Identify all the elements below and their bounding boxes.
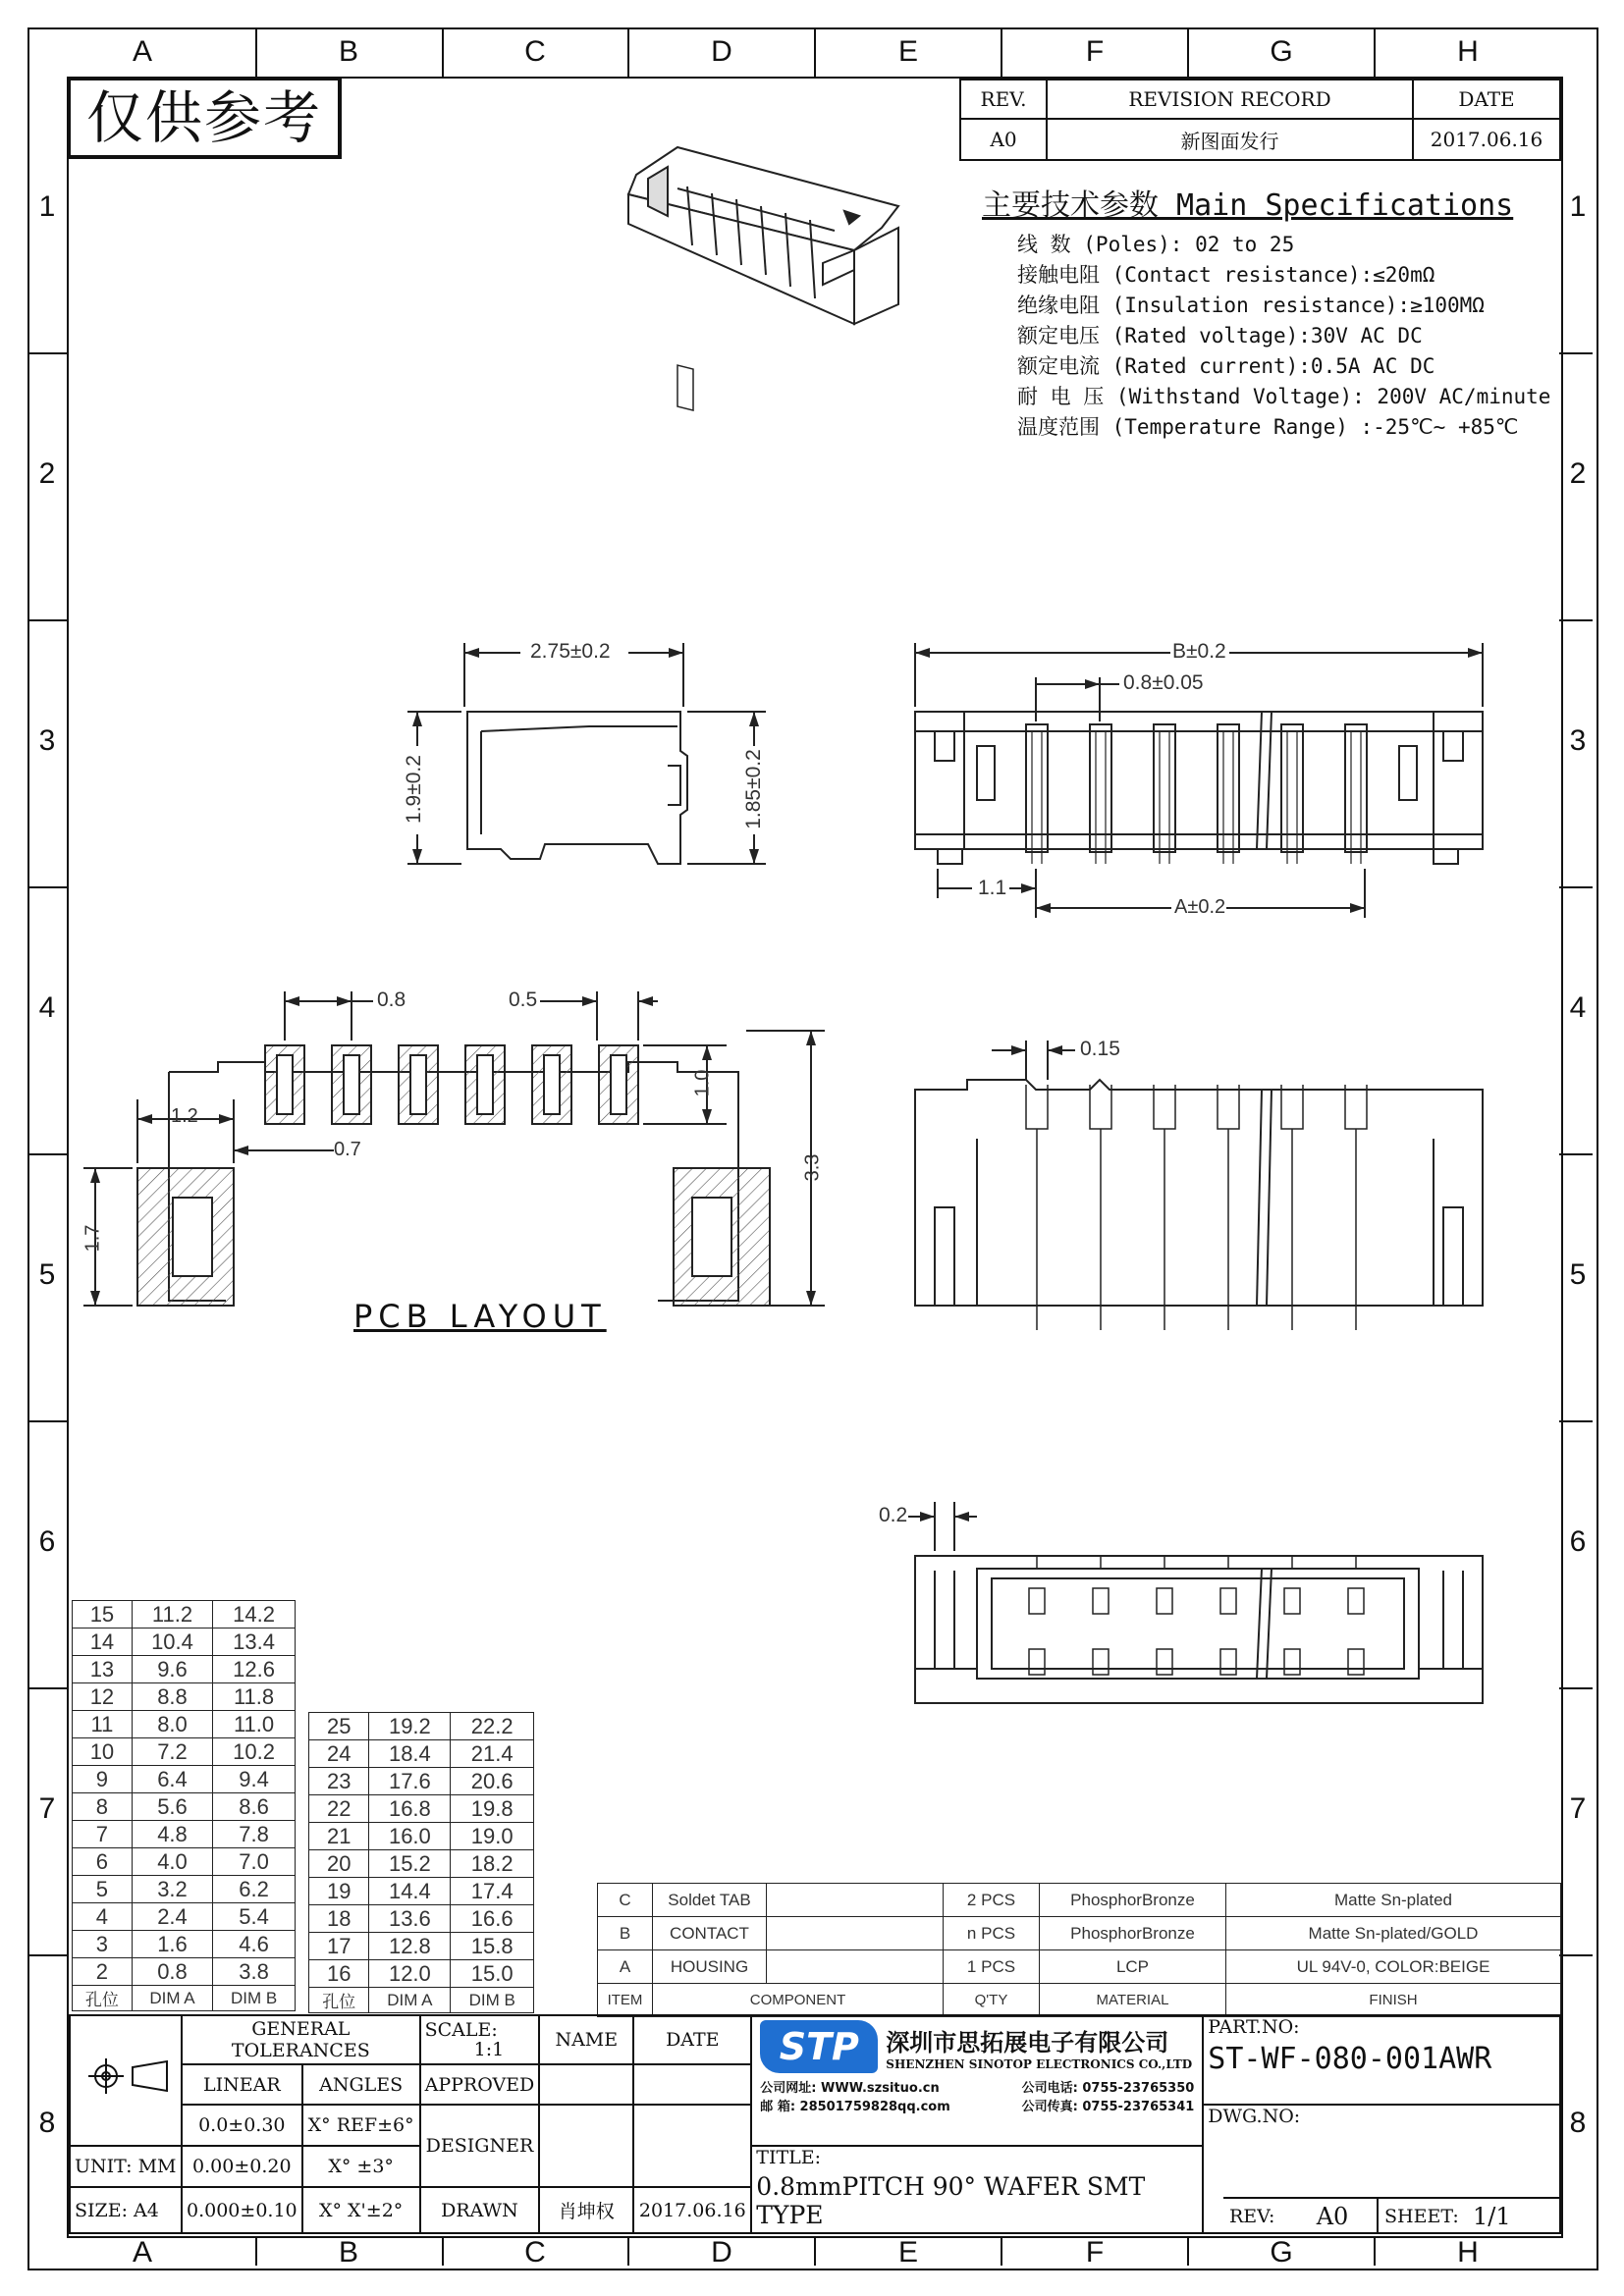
dim-left-dim-b: 6.2 — [213, 1876, 296, 1903]
dim-left-dim-a: 10.4 — [132, 1629, 212, 1656]
bom-finish: Matte Sn-plated — [1226, 1884, 1561, 1917]
tol-linear-3: 0.000±0.10 — [182, 2187, 302, 2233]
bom-header-item: ITEM — [598, 1984, 653, 2017]
zone-col-B: B — [338, 35, 358, 68]
bom-blank — [767, 1950, 944, 1984]
rev-value-bottom: A0 — [1288, 2199, 1379, 2234]
dim-right-dim-a: 12.0 — [369, 1960, 451, 1988]
dim-left-dim-b: 7.0 — [213, 1848, 296, 1876]
dim-right-row — [309, 1878, 534, 1905]
tol-linear-1: 0.0±0.30 — [182, 2105, 302, 2145]
title-label: TITLE: — [756, 2146, 822, 2168]
dim-left-dim-a: 9.6 — [132, 1656, 212, 1683]
zone-col-H-bottom: H — [1457, 2236, 1479, 2269]
date-header: DATE — [633, 2015, 751, 2064]
zone-row-7: 7 — [38, 1792, 56, 1825]
zone-row-6: 6 — [38, 1525, 56, 1558]
dim-right-row — [309, 1768, 534, 1795]
bom-header-material: MATERIAL — [1040, 1984, 1226, 2017]
dim-front-a: A±0.2 — [1174, 896, 1226, 918]
designer-name — [539, 2105, 633, 2187]
dim-right-row — [309, 1933, 534, 1960]
zone-col-C: C — [524, 35, 546, 68]
tol-angle-3: X° X'±2° — [302, 2187, 420, 2233]
dim-right-pos: 22 — [309, 1795, 369, 1823]
dim-left-dim-a: 4.0 — [132, 1848, 212, 1876]
bom-material: PhosphorBronze — [1040, 1917, 1226, 1950]
dim-right-row — [309, 1960, 534, 1988]
zone-col-A: A — [132, 35, 152, 68]
dim-left-pos: 14 — [73, 1629, 133, 1656]
dim-left-dim-b: 3.8 — [213, 1958, 296, 1986]
tol-angle-2: X° ±3° — [302, 2146, 420, 2187]
dim-right-dim-b: 18.2 — [451, 1850, 534, 1878]
part-no-value: ST-WF-080-001AWR — [1208, 2042, 1492, 2076]
dim-right-dim-a: 17.6 — [369, 1768, 451, 1795]
reference-only-stamp: 仅供参考 — [69, 79, 342, 159]
connector-3d-view — [628, 147, 898, 410]
zone-row-4-right: 4 — [1569, 991, 1587, 1024]
dim-left-row — [73, 1848, 296, 1876]
rev-record-value: 新图面发行 — [1047, 119, 1413, 160]
dwg-no-label: DWG.NO: — [1208, 2106, 1301, 2128]
dim-right-row — [309, 1905, 534, 1933]
dim-right-pos: 18 — [309, 1905, 369, 1933]
part-no-cell — [1203, 2015, 1560, 2105]
part-no-label: PART.NO: — [1208, 2016, 1300, 2038]
rev-header-date: DATE — [1413, 80, 1560, 119]
linear-label: LINEAR — [182, 2064, 302, 2105]
zone-col-E-bottom: E — [897, 2236, 918, 2269]
dim-top-pin-width: 0.15 — [1080, 1038, 1120, 1060]
bom-material: PhosphorBronze — [1040, 1884, 1226, 1917]
dim-left-pos: 5 — [73, 1876, 133, 1903]
dim-left-dim-a: 2.4 — [132, 1903, 212, 1931]
dim-left-row — [73, 1683, 296, 1711]
dim-right-dim-b: 22.2 — [451, 1713, 534, 1740]
dim-side-height-right: 1.85±0.2 — [742, 749, 765, 829]
dim-left-pos: 12 — [73, 1683, 133, 1711]
size-label: SIZE: — [75, 2199, 128, 2221]
dim-left-pos: 7 — [73, 1821, 133, 1848]
dim-left-dim-b: 10.2 — [213, 1738, 296, 1766]
dim-right-dim-a: 14.4 — [369, 1878, 451, 1905]
zone-row-5-right: 5 — [1569, 1258, 1587, 1291]
projection-cell — [70, 2015, 182, 2146]
zone-col-B-bottom: B — [338, 2236, 358, 2269]
dim-right-header-row — [309, 1988, 534, 2013]
sheet-value: 1/1 — [1473, 2203, 1511, 2230]
dim-left-pos: 6 — [73, 1848, 133, 1876]
company-name-cn: 深圳市思拓展电子有限公司 — [886, 2028, 1169, 2056]
dim-left-dim-b: 5.4 — [213, 1903, 296, 1931]
bom-finish: UL 94V-0, COLOR:BEIGE — [1226, 1950, 1561, 1984]
approved-date — [633, 2064, 751, 2105]
company-tel: 公司电话: 0755-23765350 — [1021, 2081, 1195, 2096]
zone-row-5: 5 — [38, 1258, 56, 1291]
drawing-title: 0.8mmPITCH 90° WAFER SMT TYPE — [756, 2171, 1146, 2229]
bom-row — [598, 1884, 1561, 1917]
dim-left-pos: 2 — [73, 1958, 133, 1986]
spec-poles: 线 数 (Poles): 02 to 25 — [1017, 233, 1295, 256]
dim-left-pos: 11 — [73, 1711, 133, 1738]
bom-component: Soldet TAB — [653, 1884, 767, 1917]
dim-right-dim-b: 17.4 — [451, 1878, 534, 1905]
dim-right-dim-a: 12.8 — [369, 1933, 451, 1960]
main-specifications — [982, 187, 1551, 443]
bom-row — [598, 1917, 1561, 1950]
dim-pcb-tab-gap: 0.7 — [334, 1139, 361, 1160]
dim-front-b: B±0.2 — [1172, 640, 1226, 663]
zone-col-F: F — [1085, 35, 1105, 68]
company-name-en: SHENZHEN SINOTOP ELECTRONICS CO.,LTD — [886, 2056, 1193, 2071]
dim-right-dim-b: 21.4 — [451, 1740, 534, 1768]
scale-value: 1:1 — [473, 2038, 505, 2060]
bom-table — [597, 1883, 1561, 2017]
name-header: NAME — [539, 2015, 633, 2064]
approved-name — [539, 2064, 633, 2105]
dim-left-row — [73, 1601, 296, 1629]
zone-row-8: 8 — [38, 2107, 56, 2139]
bom-component: CONTACT — [653, 1917, 767, 1950]
dim-right-dim-a: 15.2 — [369, 1850, 451, 1878]
dim-left-dim-b: 7.8 — [213, 1821, 296, 1848]
dim-right-dim-b: 16.6 — [451, 1905, 534, 1933]
dim-right-dim-a: 18.4 — [369, 1740, 451, 1768]
dim-left-header: DIM B — [213, 1986, 296, 2011]
dim-right-dim-b: 15.8 — [451, 1933, 534, 1960]
bom-header-qty: Q'TY — [944, 1984, 1040, 2017]
dim-left-row — [73, 1738, 296, 1766]
dim-left-header-row — [73, 1986, 296, 2011]
dim-right-pos: 21 — [309, 1823, 369, 1850]
spec-rated-voltage: 额定电压 (Rated voltage):30V AC DC — [1017, 324, 1423, 347]
dim-table-right — [308, 1712, 534, 2013]
rev-label: REV: — [1229, 2206, 1275, 2227]
zone-row-2: 2 — [38, 457, 56, 490]
dim-pcb-pitch: 0.8 — [377, 988, 406, 1011]
dim-right-dim-b: 19.8 — [451, 1795, 534, 1823]
dim-table-left — [72, 1600, 296, 2011]
dim-left-dim-b: 4.6 — [213, 1931, 296, 1958]
bom-header-finish: FINISH — [1226, 1984, 1561, 2017]
dim-right-pos: 23 — [309, 1768, 369, 1795]
dim-left-row — [73, 1629, 296, 1656]
dim-bottom-gap: 0.2 — [879, 1504, 908, 1526]
general-tolerances-label: GENERAL TOLERANCES — [182, 2015, 420, 2064]
tol-linear-2: 0.00±0.20 — [182, 2146, 302, 2187]
specs-title: 主要技术参数 Main Specifications — [982, 188, 1514, 223]
angles-label: ANGLES — [302, 2064, 420, 2105]
dim-left-dim-a: 8.0 — [132, 1711, 212, 1738]
bottom-view — [908, 1502, 1483, 1703]
company-logo: STP — [760, 2020, 878, 2073]
zone-row-8-right: 8 — [1569, 2107, 1587, 2139]
zone-row-7-right: 7 — [1569, 1792, 1587, 1825]
dim-left-row — [73, 1793, 296, 1821]
bom-qty: 1 PCS — [944, 1950, 1040, 1984]
dim-left-dim-a: 4.8 — [132, 1821, 212, 1848]
dim-left-dim-a: 11.2 — [132, 1601, 212, 1629]
dim-right-dim-b: 20.6 — [451, 1768, 534, 1795]
zone-col-D-bottom: D — [711, 2236, 732, 2269]
zone-row-2-right: 2 — [1569, 457, 1587, 490]
dim-left-pos: 8 — [73, 1793, 133, 1821]
company-website: 公司网址: WWW.szsituo.cn — [760, 2081, 940, 2096]
dim-pcb-tab-offset: 1.2 — [171, 1105, 198, 1127]
dim-left-dim-a: 3.2 — [132, 1876, 212, 1903]
dim-front-offset: 1.1 — [978, 877, 1007, 899]
zone-row-6-right: 6 — [1569, 1525, 1587, 1558]
dim-left-dim-a: 1.6 — [132, 1931, 212, 1958]
dim-pcb-pad-width: 0.5 — [509, 988, 538, 1011]
zone-row-3: 3 — [38, 724, 56, 757]
dim-right-dim-a: 16.8 — [369, 1795, 451, 1823]
dim-left-dim-b: 12.6 — [213, 1656, 296, 1683]
dim-pcb-total-height: 3.3 — [801, 1153, 824, 1182]
dim-right-row — [309, 1823, 534, 1850]
dim-right-dim-a: 19.2 — [369, 1713, 451, 1740]
dim-left-row — [73, 1876, 296, 1903]
spec-insulation-resistance: 绝缘电阻 (Insulation resistance):≥100MΩ — [1017, 294, 1485, 317]
title-cell — [751, 2146, 1203, 2233]
dim-right-row — [309, 1795, 534, 1823]
dim-right-pos: 17 — [309, 1933, 369, 1960]
bom-component: HOUSING — [653, 1950, 767, 1984]
scale-label: SCALE: — [424, 2018, 498, 2041]
dim-left-row — [73, 1903, 296, 1931]
dim-left-dim-b: 14.2 — [213, 1601, 296, 1629]
dim-pcb-pad-height: 1.0 — [691, 1069, 714, 1097]
dim-right-header: 孔位 — [309, 1988, 369, 2013]
dim-left-dim-b: 13.4 — [213, 1629, 296, 1656]
unit-label: UNIT: — [75, 2155, 133, 2177]
side-view — [407, 643, 766, 864]
drawn-by: 肖坤权 — [539, 2187, 633, 2233]
bom-finish: Matte Sn-plated/GOLD — [1226, 1917, 1561, 1950]
dim-left-pos: 4 — [73, 1903, 133, 1931]
approved-label: APPROVED — [420, 2064, 540, 2105]
dim-left-row — [73, 1958, 296, 1986]
rev-sheet-row — [1223, 2197, 1559, 2234]
dim-left-dim-a: 7.2 — [132, 1738, 212, 1766]
bom-header-component: COMPONENT — [653, 1984, 944, 2017]
zone-col-D: D — [711, 35, 732, 68]
dim-left-header: 孔位 — [73, 1986, 133, 2011]
dim-right-dim-a: 16.0 — [369, 1823, 451, 1850]
pcb-layout-label: PCB LAYOUT — [353, 1298, 607, 1335]
dim-left-pos: 15 — [73, 1601, 133, 1629]
unit-cell — [70, 2146, 182, 2187]
company-cell — [751, 2015, 1203, 2146]
bom-qty: 2 PCS — [944, 1884, 1040, 1917]
spec-withstand-voltage: 耐 电 压 (Withstand Voltage): 200V AC/minute — [1017, 385, 1551, 408]
dim-right-dim-b: 19.0 — [451, 1823, 534, 1850]
bom-header-row — [598, 1984, 1561, 2017]
drawn-date: 2017.06.16 — [633, 2187, 751, 2233]
dim-pcb-tab-height: 1.7 — [81, 1224, 104, 1253]
company-email: 邮 箱: 28501759828qq.com — [760, 2100, 950, 2114]
dim-right-row — [309, 1713, 534, 1740]
dim-left-dim-a: 6.4 — [132, 1766, 212, 1793]
revision-record-table — [959, 79, 1561, 161]
zone-col-C-bottom: C — [524, 2236, 546, 2269]
dim-front-pitch: 0.8±0.05 — [1123, 671, 1204, 694]
zone-col-G-bottom: G — [1270, 2236, 1293, 2269]
rev-header-rev: REV. — [960, 80, 1047, 119]
dim-right-header: DIM B — [451, 1988, 534, 2013]
spec-temperature-range: 温度范围 (Temperature Range) :-25℃~ +85℃ — [1017, 415, 1519, 439]
dim-left-dim-a: 5.6 — [132, 1793, 212, 1821]
rev-value: A0 — [960, 119, 1047, 160]
tol-angle-1: X° REF±6° — [302, 2105, 420, 2145]
dim-left-dim-b: 8.6 — [213, 1793, 296, 1821]
zone-col-H: H — [1457, 35, 1479, 68]
spec-rated-current: 额定电流 (Rated current):0.5A AC DC — [1017, 354, 1435, 378]
zone-col-G: G — [1270, 35, 1293, 68]
bom-qty: n PCS — [944, 1917, 1040, 1950]
dim-left-row — [73, 1656, 296, 1683]
dim-left-row — [73, 1821, 296, 1848]
dim-right-pos: 19 — [309, 1878, 369, 1905]
dim-right-dim-b: 15.0 — [451, 1960, 534, 1988]
dim-left-row — [73, 1766, 296, 1793]
dim-left-row — [73, 1711, 296, 1738]
dim-left-dim-b: 11.0 — [213, 1711, 296, 1738]
dim-side-width: 2.75±0.2 — [530, 640, 611, 663]
rev-date-value: 2017.06.16 — [1413, 119, 1560, 160]
zone-col-E: E — [897, 35, 918, 68]
dim-right-pos: 20 — [309, 1850, 369, 1878]
dim-right-row — [309, 1740, 534, 1768]
bom-material: LCP — [1040, 1950, 1226, 1984]
bom-item: A — [598, 1950, 653, 1984]
designer-label: DESIGNER — [420, 2105, 540, 2187]
dim-left-pos: 10 — [73, 1738, 133, 1766]
size-value: A4 — [134, 2199, 159, 2221]
dim-left-dim-a: 8.8 — [132, 1683, 212, 1711]
spec-contact-resistance: 接触电阻 (Contact resistance):≤20mΩ — [1017, 263, 1435, 287]
dim-side-height-left: 1.9±0.2 — [403, 755, 425, 824]
zone-row-1-right: 1 — [1569, 190, 1587, 223]
bom-item: C — [598, 1884, 653, 1917]
zone-row-1: 1 — [38, 190, 56, 223]
dim-right-row — [309, 1850, 534, 1878]
dim-left-header: DIM A — [132, 1986, 212, 2011]
designer-date — [633, 2105, 751, 2187]
dim-right-header: DIM A — [369, 1988, 451, 2013]
dim-left-dim-b: 11.8 — [213, 1683, 296, 1711]
dim-left-pos: 13 — [73, 1656, 133, 1683]
unit-value: MM — [137, 2155, 177, 2177]
sheet-label: SHEET: — [1384, 2206, 1459, 2227]
drawn-label: DRAWN — [420, 2187, 540, 2233]
dim-right-pos: 24 — [309, 1740, 369, 1768]
company-fax: 公司传真: 0755-23765341 — [1021, 2100, 1195, 2114]
dim-right-dim-a: 13.6 — [369, 1905, 451, 1933]
dim-right-pos: 16 — [309, 1960, 369, 1988]
zone-row-3-right: 3 — [1569, 724, 1587, 757]
zone-col-A-bottom: A — [132, 2236, 152, 2269]
rev-header-record: REVISION RECORD — [1047, 80, 1413, 119]
top-view — [915, 1041, 1483, 1330]
dim-left-pos: 3 — [73, 1931, 133, 1958]
zone-col-F-bottom: F — [1085, 2236, 1105, 2269]
dim-left-dim-b: 9.4 — [213, 1766, 296, 1793]
size-cell — [70, 2187, 182, 2233]
dim-right-pos: 25 — [309, 1713, 369, 1740]
pcb-layout-view — [83, 991, 825, 1306]
bom-item: B — [598, 1917, 653, 1950]
bom-row — [598, 1950, 1561, 1984]
scale-cell — [420, 2015, 540, 2064]
dim-left-row — [73, 1931, 296, 1958]
zone-row-4: 4 — [38, 991, 56, 1024]
bom-blank — [767, 1917, 944, 1950]
bom-blank — [767, 1884, 944, 1917]
dim-left-dim-a: 0.8 — [132, 1958, 212, 1986]
dim-left-pos: 9 — [73, 1766, 133, 1793]
